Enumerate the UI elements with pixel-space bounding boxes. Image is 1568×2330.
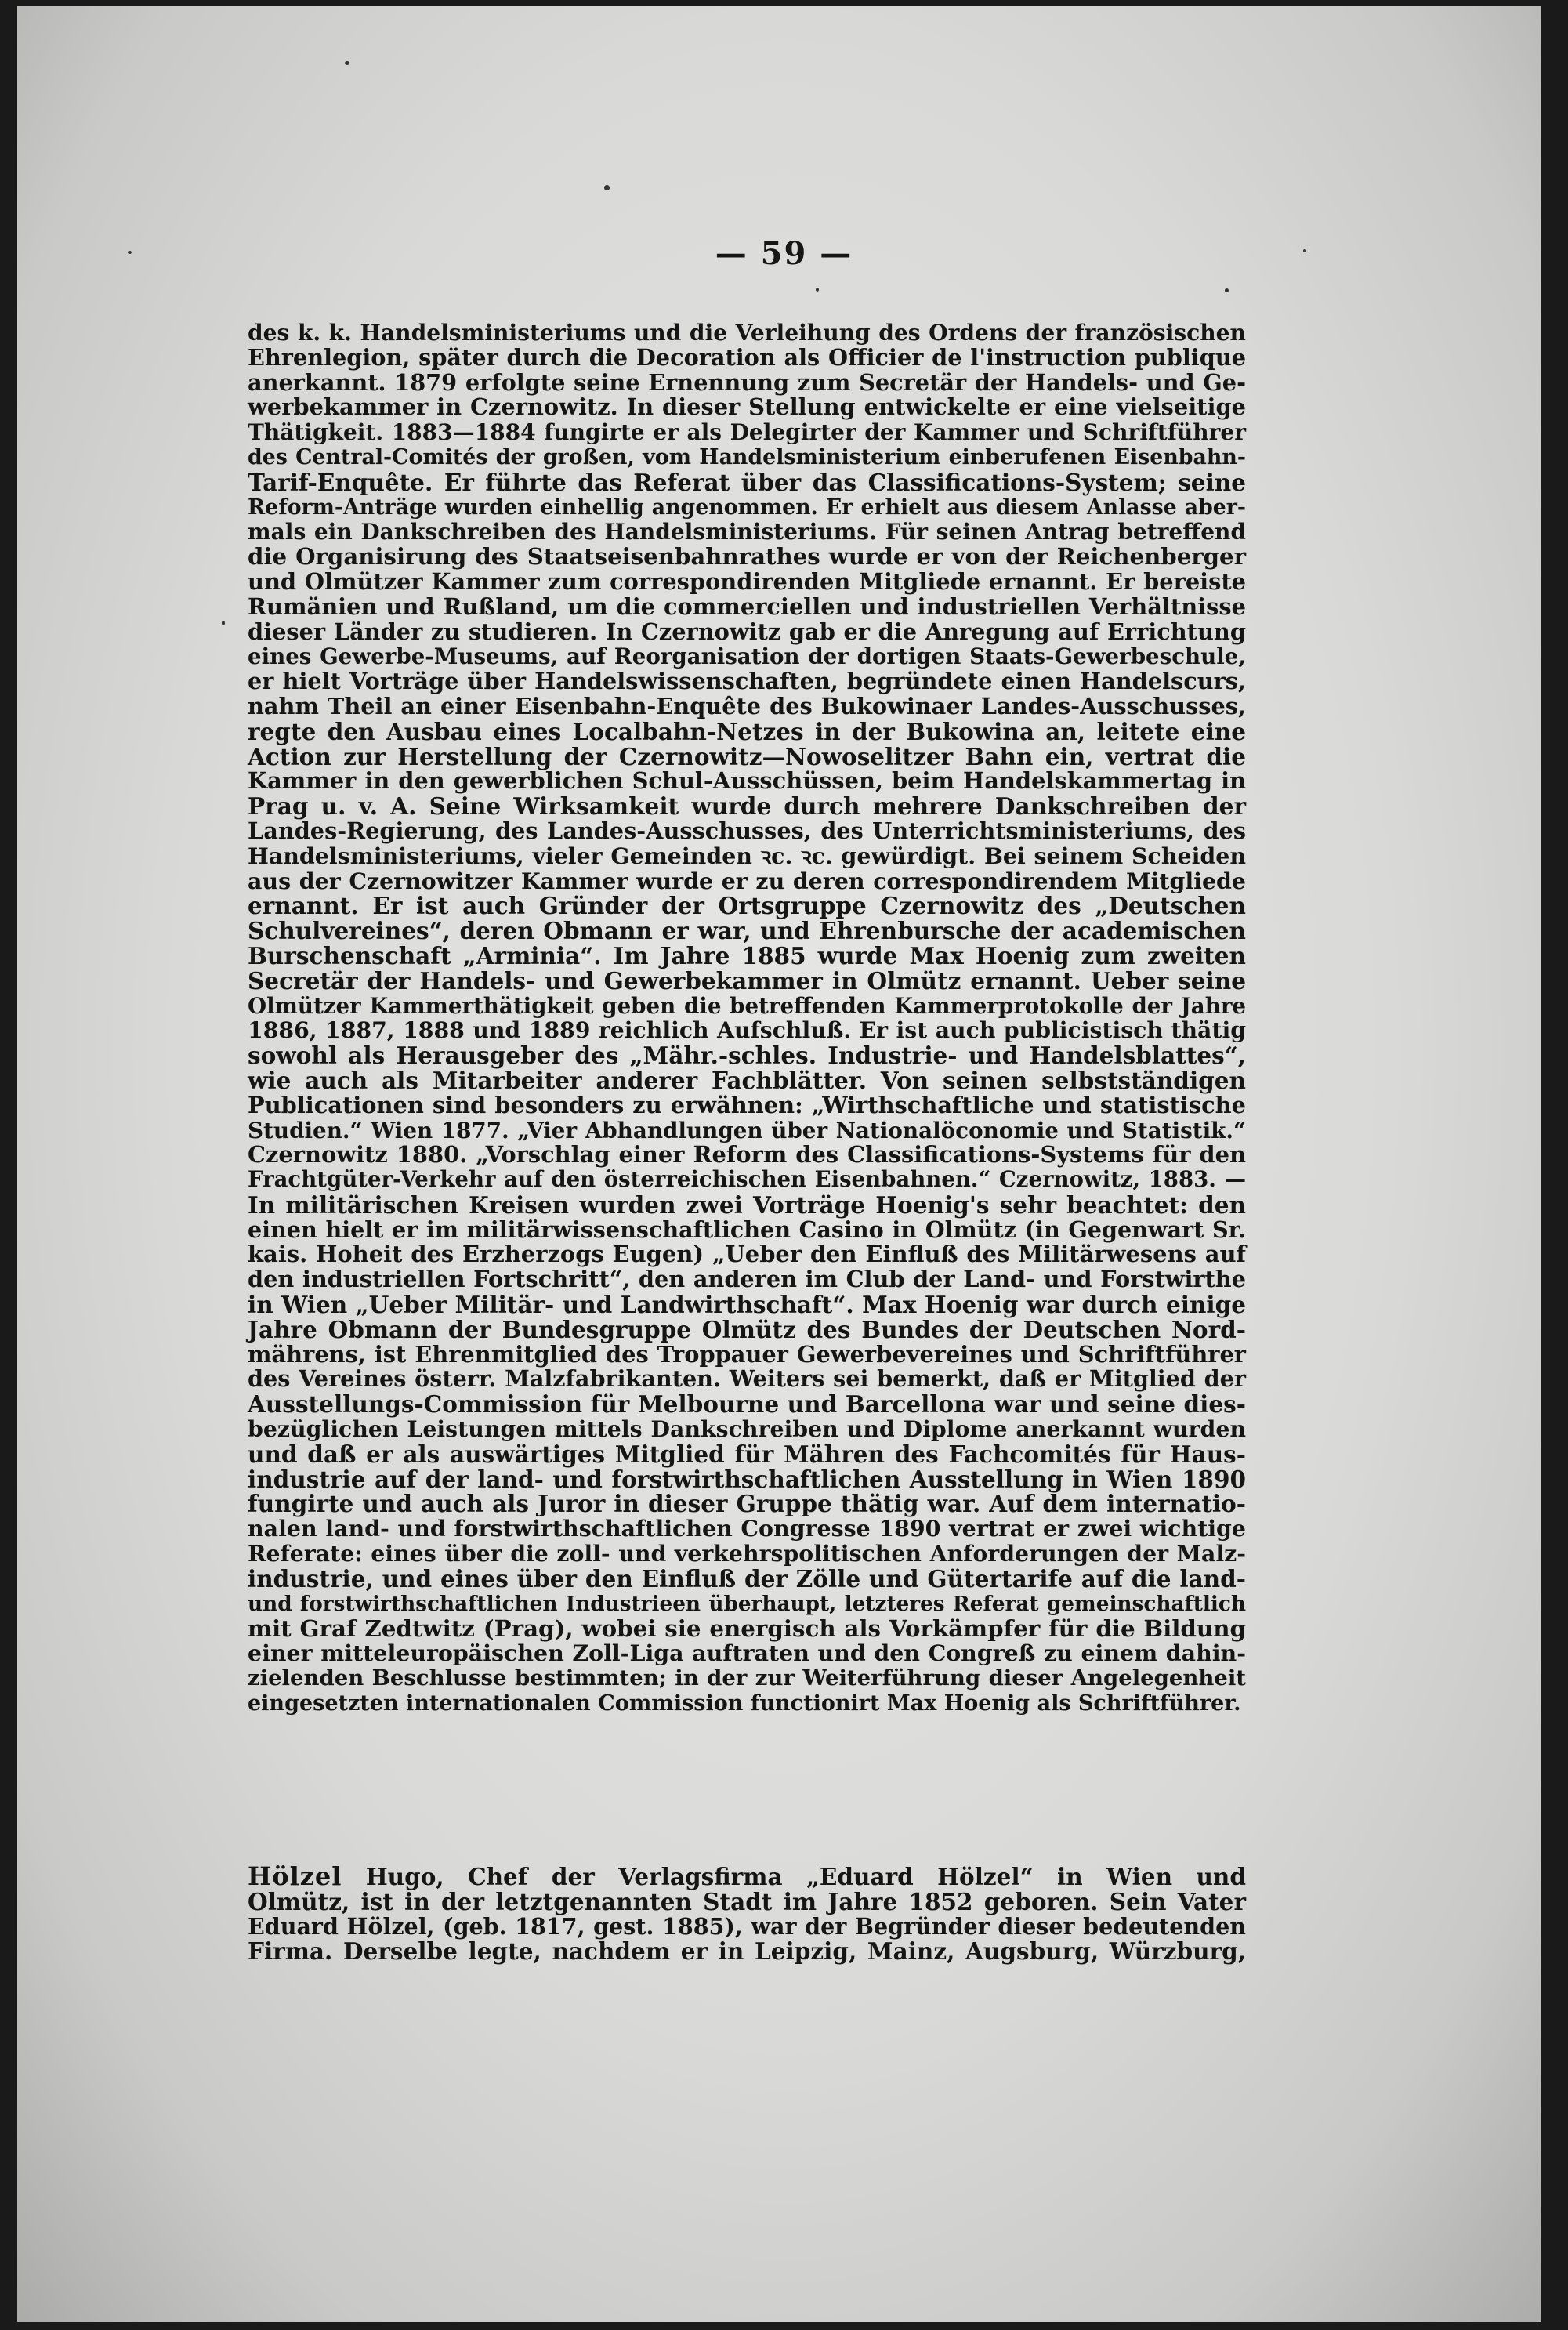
text-line: zielenden Beschlusse bestimmten; in der zur Weiterführung dieser Angelegenheit	[248, 1665, 1246, 1691]
text-line: den industriellen Fortschritt“, den anderen im Club der Land- und Forstwirthe	[248, 1266, 1246, 1293]
text-line: Prag u. v. A. Seine Wirksamkeit wurde durch mehrere Dankschreiben der	[248, 792, 1246, 821]
text-line: Studien.“ Wien 1877. „Vier Abhandlungen über Nationalöconomie und Statistik.“	[248, 1117, 1246, 1143]
scan-speck	[222, 621, 225, 625]
text-line: und daß er als auswärtiges Mitglied für Mähren des Fachcomités für Haus-	[248, 1440, 1246, 1468]
text-line: Burschenschaft „Arminia“. Im Jahre 1885 wurde Max Hoenig zum zweiten	[248, 941, 1246, 969]
text-line: Publicationen sind besonders zu erwähnen: „Wirthschaftliche und statistische	[248, 1091, 1246, 1118]
text-line: Ehrenlegion, später durch die Decoration als Officier de l'instruction publique	[248, 343, 1246, 371]
scan-speck	[816, 288, 819, 292]
text-line: einen hielt er im militärwissenschaftlichen Casino in Olmütz (in Gegenwart Sr.	[248, 1216, 1246, 1243]
scan-speck	[345, 61, 349, 65]
scan-edge-right	[1541, 0, 1568, 2330]
scan-edge-bottom	[0, 2322, 1568, 2330]
text-line: des Central-Comités der großen, vom Handelsministerium einberufenen Eisenbahn-	[248, 444, 1246, 469]
text-line: fungirte und auch als Juror in dieser Gruppe thätig war. Auf dem internatio-	[248, 1490, 1246, 1518]
text-line: Rumänien und Rußland, um die commerciellen und industriellen Verhältnisse	[248, 592, 1246, 620]
text-line: Ausstellungs-Commission für Melbourne und Barcellona war und seine dies-	[248, 1390, 1246, 1419]
text-line: Reform-Anträge wurden einhellig angenommen. Er erhielt aus diesem Anlasse aber-	[248, 495, 1246, 520]
text-line: Czernowitz 1880. „Vorschlag einer Reform des Classifications-Systems für den	[248, 1141, 1246, 1169]
text-line: und forstwirthschaftlichen Industrieen überhaupt, letzteres Referat gemeinschaftlich	[248, 1591, 1246, 1616]
text-line: die Organisirung des Staatseisenbahnrathes wurde er von der Reichenberger	[248, 543, 1246, 571]
text-line: aus der Czernowitzer Kammer wurde er zu deren correspondirendem Mitgliede	[248, 867, 1246, 894]
text-line: Thätigkeit. 1883—1884 fungirte er als Delegirter der Kammer und Schriftführer	[248, 419, 1246, 446]
scan-speck	[604, 185, 610, 190]
text-line: kais. Hoheit des Erzherzogs Eugen) „Ueber den Einfluß des Militärwesens auf	[248, 1241, 1246, 1268]
text-line: 1886, 1887, 1888 und 1889 reichlich Aufschluß. Er ist auch publicistisch thätig	[248, 1016, 1246, 1044]
text-line: industrie auf der land- und forstwirthschaftlichen Ausstellung in Wien 1890	[248, 1465, 1246, 1493]
scan-edge-top	[0, 0, 1568, 6]
text-line: Tarif-Enquête. Er führte das Referat über das Classifications-System; seine	[248, 468, 1246, 496]
biography-continuation	[248, 321, 1246, 1716]
text-line: Eduard Hölzel, (geb. 1817, gest. 1885), war der Begründer dieser bedeutenden	[248, 1912, 1246, 1940]
text-line: Olmützer Kammerthätigkeit geben die betreffenden Kammerprotokolle der Jahre	[248, 992, 1246, 1019]
entry-name: Hölzel	[248, 1861, 342, 1891]
page-number: — 59 —	[715, 235, 853, 272]
text-line: dieser Länder zu studieren. In Czernowitz gab er die Anregung auf Errichtung	[248, 618, 1246, 645]
text-line: In militärischen Kreisen wurden zwei Vorträge Hoenig's sehr beachtet: den	[248, 1190, 1246, 1219]
text-line: und Olmützer Kammer zum correspondirenden Mitgliede ernannt. Er bereiste	[248, 567, 1246, 595]
text-line: des Vereines österr. Malzfabrikanten. Weiters sei bemerkt, daß er Mitglied der	[248, 1365, 1246, 1393]
text-line: einer mitteleuropäischen Zoll-Liga auftraten und den Congreß zu einem dahin-	[248, 1640, 1246, 1667]
text-line: regte den Ausbau eines Localbahn-Netzes in der Bukowina an, leitete eine	[248, 717, 1246, 745]
text-line: industrie, und eines über den Einfluß der Zölle und Gütertarife auf die land-	[248, 1564, 1246, 1593]
text-line: Handelsministeriums, vieler Gemeinden ꝛc. ꝛc. gewürdigt. Bei seinem Scheiden	[248, 842, 1246, 869]
scan-edge-left	[0, 0, 17, 2330]
text-line: nalen land- und forstwirthschaftlichen Congresse 1890 vertrat er zwei wichtige	[248, 1515, 1246, 1542]
scan-speck	[1225, 288, 1229, 292]
text-line: Kammer in den gewerblichen Schul-Ausschüssen, beim Handelskammertag in	[248, 767, 1246, 795]
text-line: in Wien „Ueber Militär- und Landwirthschaft“. Max Hoenig war durch einige	[248, 1291, 1246, 1319]
entry-first-line-text: Hugo, Chef der Verlagsfirma „Eduard Hölzel“ in Wien und	[365, 1863, 1246, 1890]
text-line: eines Gewerbe-Museums, auf Reorganisation der dortigen Staats-Gewerbeschule,	[248, 643, 1246, 670]
text-line: mit Graf Zedtwitz (Prag), wobei sie energisch als Vorkämpfer für die Bildung	[248, 1614, 1246, 1643]
text-line: Referate: eines über die zoll- und verkehrspolitischen Anforderungen der Malz-	[248, 1540, 1246, 1567]
text-line: wie auch als Mitarbeiter anderer Fachblätter. Von seinen selbstständigen	[248, 1066, 1246, 1094]
text-line: bezüglichen Leistungen mittels Dankschreiben und Diplome anerkannt wurden	[248, 1415, 1246, 1443]
text-line: Schulvereines“, deren Obmann er war, und Ehrenbursche der academischen	[248, 917, 1246, 945]
text-line: werbekammer in Czernowitz. In dieser Stellung entwickelte er eine vielseitige	[248, 393, 1246, 421]
text-line: Olmütz, ist in der letztgenannten Stadt im Jahre 1852 geboren. Sein Vater	[248, 1887, 1246, 1915]
text-line: Firma. Derselbe legte, nachdem er in Leipzig, Mainz, Augsburg, Würzburg,	[248, 1937, 1246, 1966]
text-line: Landes-Regierung, des Landes-Ausschusses, des Unterrichtsministeriums, des	[248, 817, 1246, 844]
text-line: des k. k. Handelsministeriums und die Verleihung des Ordens der französischen	[248, 320, 1246, 346]
text-line: sowohl als Herausgeber des „Mähr.-schles. Industrie- und Handelsblattes“,	[248, 1042, 1246, 1070]
text-line: Action zur Herstellung der Czernowitz—Nowoselitzer Bahn ein, vertrat die	[248, 742, 1246, 770]
text-line: Jahre Obmann der Bundesgruppe Olmütz des Bundes der Deutschen Nord-	[248, 1315, 1246, 1343]
text-line: anerkannt. 1879 erfolgte seine Ernennung zum Secretär der Handels- und Ge-	[248, 368, 1246, 396]
text-line: mährens, ist Ehrenmitglied des Troppauer Gewerbevereines und Schriftführer	[248, 1340, 1246, 1368]
text-line: Frachtgüter-Verkehr auf den österreichischen Eisenbahnen.“ Czernowitz, 1883. —	[248, 1167, 1246, 1193]
text-line: Secretär der Handels- und Gewerbekammer in Olmütz ernannt. Ueber seine	[248, 966, 1246, 995]
biography-entry-hoelzel	[248, 1861, 1246, 1966]
entry-first-line	[248, 1861, 1246, 1891]
text-line: nahm Theil an einer Eisenbahn-Enquête des Bukowinaer Landes-Ausschusses,	[248, 692, 1246, 719]
text-line: eingesetzten internationalen Commission functionirt Max Hoenig als Schriftführer.	[248, 1690, 1241, 1716]
text-line: mals ein Dankschreiben des Handelsministeriums. Für seinen Antrag betreffend	[248, 519, 1246, 545]
text-line: er hielt Vorträge über Handelswissenschaften, begründete einen Handelscurs,	[248, 668, 1246, 695]
text-line: ernannt. Er ist auch Gründer der Ortsgruppe Czernowitz des „Deutschen	[248, 892, 1246, 920]
